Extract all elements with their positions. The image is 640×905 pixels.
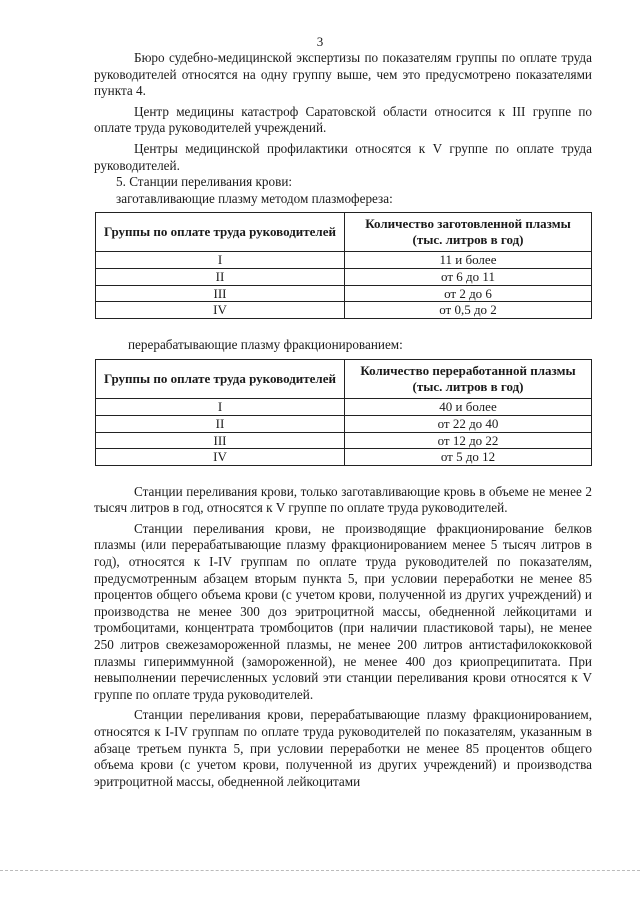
table-row [96,432,592,449]
document-body [94,50,592,790]
table-cell-group: II [96,415,345,432]
table-cell-group: IV [96,449,345,466]
table-cell-group: III [96,285,345,302]
paragraph-blood-procurement-only: Станции переливания крови, только заготавливающие кровь в объеме не менее 2 тысяч литров в год, относятся к V группе по оплате труда руководителей. [94,483,592,516]
table-row [96,252,592,269]
table-header-quantity: Количество заготовленной плазмы (тыс. литров в год) [345,213,592,252]
table-row [96,302,592,319]
table-row [96,268,592,285]
table-cell-group: I [96,399,345,416]
paragraph-no-fractionation: Станции переливания крови, не производящие фракционирование белков плазмы (или перерабатывающие плазму фракционированием менее 5 тысяч литров в год), относятся к I-IV группам по оплате труда руководителей по показателям, предусмотренным абзацем вторым пункта 5, при условии переработки не менее 85 процентов общего объема крови (с учетом крови, полученной из других учреждений) и производства не менее 300 доз эритроцитной массы, обедненной лейкоцитами и тромбоцитами, концентрата тромбоцитов (при наличии пластиковой тары), не менее 250 литров свежезамороженной плазмы, не менее 200 литров антистафилококковой плазмы гипериммунной (замороженной), не менее 400 доз криопреципитата. При невыполнении перечисленных условий эти станции переливания крови относятся к V группе по оплате труда руководителей. [94,520,592,702]
section-title: 5. Станции переливания крови: [116,174,293,190]
plasma-procurement-table [95,212,592,318]
table-cell-value: от 2 до 6 [345,285,592,302]
table2-intro: перерабатывающие плазму фракционированием: [128,336,403,352]
table-cell-value: 40 и более [345,399,592,416]
table-cell-value: от 12 до 22 [345,432,592,449]
table-header-row [96,360,592,399]
page-number: 3 [316,34,324,49]
table-header-groups: Группы по оплате труда руководителей [96,360,345,399]
paragraph-with-fractionation: Станции переливания крови, перерабатывающие плазму фракционированием, относятся к I-IV группам по оплате труда руководителей по показателям, указанным в абзаце третьем пункта 5, при условии переработки не менее 85 процентов общего объема крови (с учетом крови, полученной из других учреждений) и производства эритроцитной массы, обедненной лейкоцитами [94,707,592,789]
table-header-groups: Группы по оплате труда руководителей [96,213,345,252]
table-row [96,399,592,416]
table-row [96,415,592,432]
table-header-quantity: Количество переработанной плазмы (тыс. литров в год) [345,360,592,399]
table-cell-value: от 0,5 до 2 [345,302,592,319]
table-cell-group: I [96,252,345,269]
table-cell-group: IV [96,302,345,319]
table-cell-value: от 6 до 11 [345,268,592,285]
table1-intro: заготавливающие плазму методом плазмофереза: [116,190,393,206]
plasma-fractionation-table [95,359,592,465]
scan-edge-divider [0,870,640,872]
table-cell-group: II [96,268,345,285]
table-row [96,449,592,466]
paragraph-forensic-bureau: Бюро судебно-медицинской экспертизы по показателям группы по оплате труда руководителей относятся на одну группу выше, чем это предусмотрено показателями пункта 4. [94,50,592,99]
table-cell-value: от 22 до 40 [345,415,592,432]
table-cell-group: III [96,432,345,449]
table-cell-value: от 5 до 12 [345,449,592,466]
table-cell-value: 11 и более [345,252,592,269]
table-row [96,285,592,302]
paragraph-disaster-center: Центр медицины катастроф Саратовской области относится к III группе по оплате труда руководителей учреждений. [94,103,592,136]
paragraph-prevention-centers: Центры медицинской профилактики относятся к V группе по оплате труда руководителей. [94,140,592,173]
table-header-row [96,213,592,252]
